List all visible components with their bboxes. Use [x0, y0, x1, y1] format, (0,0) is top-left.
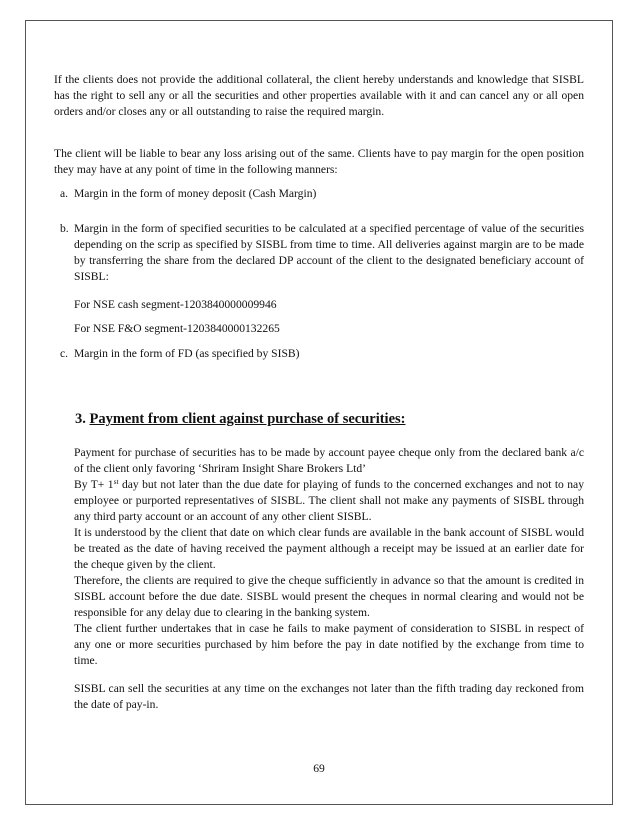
payment-paragraph: Payment for purchase of securities has to be made by account payee cheque only from the declared bank a/c of the client only favoring ‘Shriram Insight Share Brokers Ltd’	[74, 446, 584, 475]
nse-fo-account: For NSE F&O segment-1203840000132265	[74, 322, 280, 335]
section-number: 3.	[75, 411, 86, 427]
section-heading	[75, 410, 406, 428]
list-item-c	[60, 346, 584, 362]
settlement-paragraph: By T+ 1st day but not later than the due date for playing of funds to the concerned exchanges and not to nay employee or purported representatives of SISBL. The client shall not make any payments of SISBL through any third party account or an account of any other client SISBL.	[74, 477, 584, 523]
nse-cash-account: For NSE cash segment-1203840000009946	[74, 298, 277, 311]
list-item-b	[60, 221, 584, 285]
list-text-b: Margin in the form of specified securities to be calculated at a specified percentage of value of the securities depending on the scrip as specified by SISBL from time to time. All deliveries against margin are to be made by transferring the share from the declared DP account of the client to the designated beneficiary account of SISBL:	[74, 222, 584, 283]
paragraph-liability: The client will be liable to bear any loss arising out of the same. Clients have to pay margin for the open position they may have at any point of time in the following manners:	[54, 147, 584, 176]
list-marker-c: c.	[60, 347, 69, 360]
list-text-c: Margin in the form of FD (as specified by SISB)	[74, 347, 300, 360]
list-item-a	[60, 186, 584, 202]
page-number: 69	[313, 762, 325, 775]
clear-funds-paragraph: It is understood by the client that date on which clear funds are available in the bank account of SISBL would be treated as the date of having received the payment although a receipt may be issued at an earlier date for the cheque given by the client.	[74, 526, 584, 571]
list-text-a: Margin in the form of money deposit (Cash Margin)	[74, 187, 317, 200]
sell-securities-paragraph: SISBL can sell the securities at any time on the exchanges not later than the fifth trading day reckoned from the date of pay-in.	[74, 682, 584, 711]
paragraph-collateral: If the clients does not provide the additional collateral, the client hereby understands and knowledge that SISBL has the right to sell any or all the securities and other properties available with it and can cancel any or all open orders and/or closes any or all outstanding to raise the required margin.	[54, 73, 584, 118]
ordinal-superscript: st	[113, 477, 119, 486]
list-marker-a: a.	[60, 187, 69, 200]
list-marker-b: b.	[60, 222, 69, 235]
section-title: Payment from client against purchase of securities:	[89, 411, 406, 427]
undertaking-paragraph: The client further undertakes that in case he fails to make payment of consideration to SISBL in respect of any one or more securities purchased by him before the pay in date notified by the exchange from time to time.	[74, 622, 584, 667]
advance-cheque-paragraph: Therefore, the clients are required to give the cheque sufficiently in advance so that the amount is credited in SISBL account before the due date. SISBL would present the cheques in normal clearing and would not be responsible for any delay due to clearing in the banking system.	[74, 574, 584, 619]
section-body	[74, 445, 584, 713]
